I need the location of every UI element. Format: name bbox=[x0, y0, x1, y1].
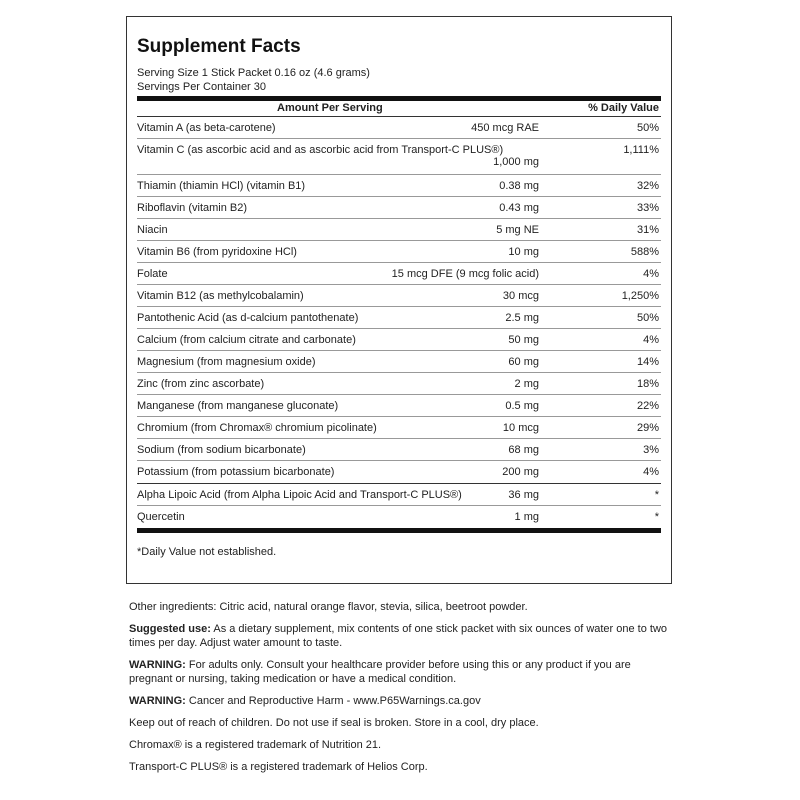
table-row bbox=[137, 373, 661, 395]
warning-text: Cancer and Reproductive Harm - www.P65Warnings.ca.gov bbox=[185, 695, 481, 707]
nutrient-name: Alpha Lipoic Acid (from Alpha Lipoic Acid and Transport-C PLUS®) bbox=[137, 489, 462, 501]
nutrient-name: Folate bbox=[137, 268, 168, 280]
daily-value: 4% bbox=[643, 334, 659, 346]
table-row bbox=[137, 417, 661, 439]
table-row bbox=[137, 175, 661, 197]
daily-value: 29% bbox=[636, 422, 659, 434]
nutrient-amount: 2.5 mg bbox=[505, 312, 539, 324]
other-rows bbox=[137, 484, 661, 528]
nutrient-name: Niacin bbox=[137, 224, 168, 236]
trademark-chromax: Chromax® is a registered trademark of Nutrition 21. bbox=[129, 739, 382, 751]
nutrient-name: Calcium (from calcium citrate and carbonate) bbox=[137, 334, 356, 346]
nutrient-amount: 68 mg bbox=[508, 444, 539, 456]
nutrient-amount: 2 mg bbox=[514, 378, 539, 390]
footnote: *Daily Value not established. bbox=[137, 546, 277, 558]
daily-value: 50% bbox=[636, 122, 659, 134]
serving-size: Serving Size 1 Stick Packet 0.16 oz (4.6 grams) bbox=[137, 67, 370, 79]
nutrient-amount: 0.38 mg bbox=[499, 180, 539, 192]
daily-value: 32% bbox=[636, 180, 659, 192]
nutrient-amount: 1 mg bbox=[514, 511, 539, 523]
nutrient-amount: 0.5 mg bbox=[505, 400, 539, 412]
daily-value: 18% bbox=[636, 378, 659, 390]
table-row bbox=[137, 439, 661, 461]
nutrient-amount: 0.43 mg bbox=[499, 202, 539, 214]
nutrient-name: Chromium (from Chromax® chromium picolinate) bbox=[137, 422, 377, 434]
daily-value: * bbox=[654, 489, 659, 501]
daily-value: 4% bbox=[643, 466, 659, 478]
daily-value: 588% bbox=[630, 246, 659, 258]
nutrient-name: Manganese (from manganese gluconate) bbox=[137, 400, 339, 412]
nutrient-amount: 10 mg bbox=[508, 246, 539, 258]
nutrient-name: Vitamin C (as ascorbic acid and as ascorbic acid from Transport-C PLUS®) bbox=[137, 144, 504, 156]
nutrient-name: Magnesium (from magnesium oxide) bbox=[137, 356, 316, 368]
nutrient-name: Sodium (from sodium bicarbonate) bbox=[137, 444, 306, 456]
table-row bbox=[137, 307, 661, 329]
nutrient-amount: 5 mg NE bbox=[496, 224, 539, 236]
table-row bbox=[137, 219, 661, 241]
table-row bbox=[137, 117, 661, 139]
nutrient-name: Pantothenic Acid (as d-calcium pantothenate) bbox=[137, 312, 359, 324]
nutrient-name: Quercetin bbox=[137, 511, 185, 523]
table-row bbox=[137, 506, 661, 528]
header-amount: Amount Per Serving bbox=[277, 102, 383, 114]
nutrient-amount: 1,000 mg bbox=[493, 156, 539, 168]
table-header bbox=[137, 101, 661, 117]
suggested-use bbox=[129, 622, 674, 650]
suggested-use-label: Suggested use: bbox=[129, 623, 211, 635]
daily-value: * bbox=[654, 511, 659, 523]
table-row bbox=[137, 263, 661, 285]
panel-title: Supplement Facts bbox=[137, 36, 301, 57]
daily-value: 1,111% bbox=[623, 144, 659, 156]
storage-note: Keep out of reach of children. Do not use if seal is broken. Store in a cool, dry place. bbox=[129, 717, 539, 729]
daily-value: 22% bbox=[636, 400, 659, 412]
table-row bbox=[137, 285, 661, 307]
nutrient-name: Thiamin (thiamin HCl) (vitamin B1) bbox=[137, 180, 306, 192]
nutrient-rows bbox=[137, 117, 661, 483]
label-text-section bbox=[129, 600, 674, 782]
table-row bbox=[137, 197, 661, 219]
nutrient-amount: 15 mcg DFE (9 mcg folic acid) bbox=[391, 268, 539, 280]
daily-value: 1,250% bbox=[621, 290, 659, 302]
header-daily-value: % Daily Value bbox=[588, 102, 659, 114]
warning-adults bbox=[129, 658, 674, 686]
nutrient-amount: 10 mcg bbox=[502, 422, 539, 434]
daily-value: 3% bbox=[643, 444, 659, 456]
table-row bbox=[137, 139, 661, 175]
nutrient-name: Vitamin B6 (from pyridoxine HCl) bbox=[137, 246, 297, 258]
nutrient-name: Zinc (from zinc ascorbate) bbox=[137, 378, 265, 390]
suggested-use-text: As a dietary supplement, mix contents of one stick packet with six ounces of water one to two times per day. Adjust water amount to taste. bbox=[129, 623, 668, 649]
daily-value: 31% bbox=[636, 224, 659, 236]
nutrient-name: Riboflavin (vitamin B2) bbox=[137, 202, 248, 214]
nutrient-amount: 200 mg bbox=[502, 466, 539, 478]
table-row bbox=[137, 461, 661, 483]
nutrient-name: Potassium (from potassium bicarbonate) bbox=[137, 466, 335, 478]
warning-label: WARNING: bbox=[129, 695, 186, 707]
thick-divider-bottom bbox=[137, 528, 661, 533]
daily-value: 33% bbox=[636, 202, 659, 214]
table-row bbox=[137, 351, 661, 373]
nutrient-amount: 450 mcg RAE bbox=[471, 122, 539, 134]
nutrient-amount: 36 mg bbox=[508, 489, 539, 501]
table-row bbox=[137, 241, 661, 263]
warning-label: WARNING: bbox=[129, 659, 186, 671]
trademark-transport: Transport-C PLUS® is a registered trademark of Helios Corp. bbox=[129, 761, 428, 773]
nutrient-name: Vitamin A (as beta-carotene) bbox=[137, 122, 276, 134]
other-ingredients: Other ingredients: Citric acid, natural orange flavor, stevia, silica, beetroot powder. bbox=[129, 601, 528, 613]
nutrient-amount: 50 mg bbox=[508, 334, 539, 346]
daily-value: 4% bbox=[643, 268, 659, 280]
nutrient-amount: 60 mg bbox=[508, 356, 539, 368]
table-row bbox=[137, 329, 661, 351]
table-row bbox=[137, 395, 661, 417]
supplement-facts-panel bbox=[126, 16, 672, 584]
daily-value: 14% bbox=[636, 356, 659, 368]
servings-per-container: Servings Per Container 30 bbox=[137, 81, 267, 93]
warning-prop65 bbox=[129, 694, 674, 708]
nutrient-amount: 30 mcg bbox=[502, 290, 539, 302]
table-row bbox=[137, 484, 661, 506]
daily-value: 50% bbox=[636, 312, 659, 324]
warning-text: For adults only. Consult your healthcare provider before using this or any product if you are pregnant or nursing, taking medication or have a medical condition. bbox=[129, 659, 631, 685]
nutrient-name: Vitamin B12 (as methylcobalamin) bbox=[137, 290, 304, 302]
